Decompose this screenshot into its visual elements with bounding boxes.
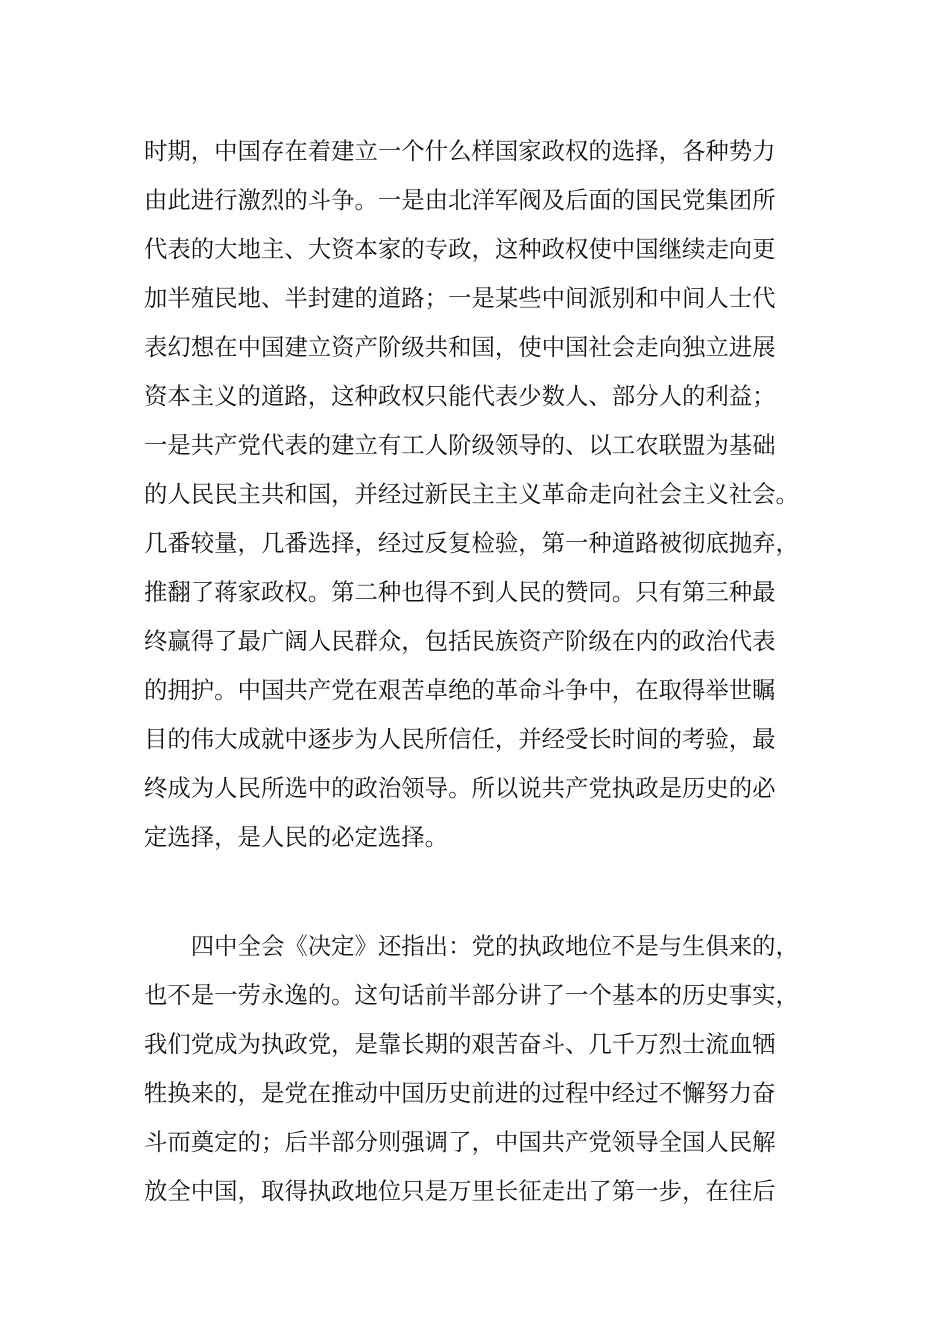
text-line: 牲换来的，是党在推动中国历史前进的过程中经过不懈努力奋 <box>144 1079 776 1107</box>
text-line: 也不是一劳永逸的。这句话前半部分讲了一个基本的历史事实， <box>144 981 799 1009</box>
text-line: 的人民民主共和国，并经过新民主主义革命走向社会主义社会。 <box>144 480 799 508</box>
text-line: 斗而奠定的；后半部分则强调了，中国共产党领导全国人民解 <box>144 1128 776 1156</box>
text-line: 的拥护。中国共产党在艰苦卓绝的革命斗争中，在取得举世瞩 <box>144 676 776 704</box>
text-line: 推翻了蒋家政权。第二种也得不到人民的赞同。只有第三种最 <box>144 578 776 606</box>
paragraph-2 <box>144 922 844 1216</box>
text-line: 表幻想在中国建立资产阶级共和国，使中国社会走向独立进展 <box>144 333 776 361</box>
text-line: 终赢得了最广阔人民群众，包括民族资产阶级在内的政治代表 <box>144 627 776 655</box>
text-line: 四中全会《决定》还指出：党的执政地位不是与生俱来的， <box>144 932 799 960</box>
text-line: 由此进行激烈的斗争。一是由北洋军阀及后面的国民党集团所 <box>144 186 776 214</box>
text-line: 加半殖民地、半封建的道路；一是某些中间派别和中间人士代 <box>144 284 776 312</box>
text-line: 放全中国，取得执政地位只是万里长征走出了第一步，在往后 <box>144 1177 776 1205</box>
text-line: 一是共产党代表的建立有工人阶级领导的、以工农联盟为基础 <box>144 431 776 459</box>
text-line: 终成为人民所选中的政治领导。所以说共产党执政是历史的必 <box>144 774 776 802</box>
text-line: 定选择，是人民的必定选择。 <box>144 823 449 851</box>
paragraph-1 <box>144 127 844 862</box>
text-line: 代表的大地主、大资本家的专政，这种政权使中国继续走向更 <box>144 235 776 263</box>
text-line: 时期，中国存在着建立一个什么样国家政权的选择，各种势力 <box>144 137 776 165</box>
text-line: 资本主义的道路，这种政权只能代表少数人、部分人的利益； <box>144 382 776 410</box>
text-line: 目的伟大成就中逐步为人民所信任，并经受长时间的考验，最 <box>144 725 776 753</box>
text-line: 几番较量，几番选择，经过反复检验，第一种道路被彻底抛弃， <box>144 529 799 557</box>
text-line: 我们党成为执政党，是靠长期的艰苦奋斗、几千万烈士流血牺 <box>144 1030 776 1058</box>
